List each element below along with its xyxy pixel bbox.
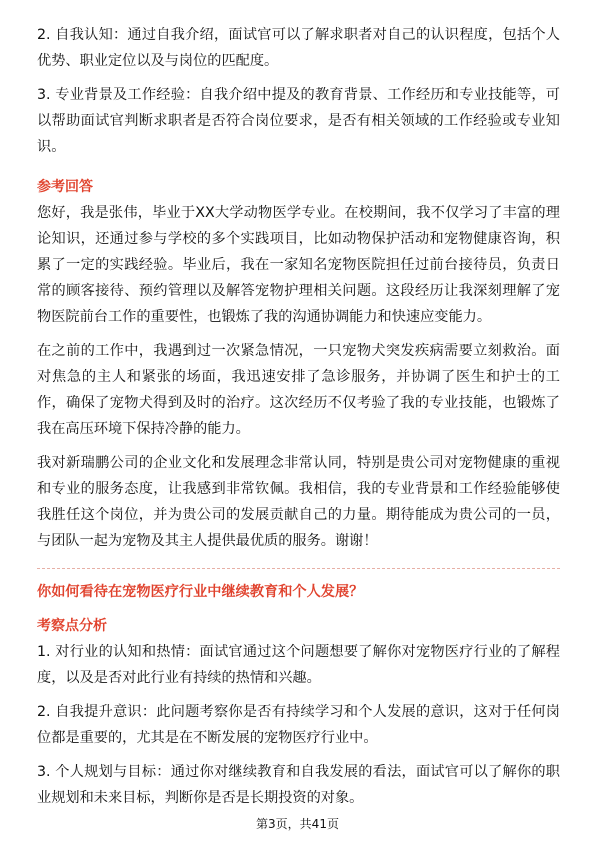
q2-analysis-item-1: 1. 对行业的认知和热情：面试官通过这个问题想要了解你对宠物医疗行业的了解程度，以及是否对此行业有持续的热情和兴趣。 [37, 644, 560, 686]
analysis-heading: 考察点分析 [37, 618, 107, 634]
analysis-item-3: 3. 专业背景及工作经验：自我介绍中提及的教育背景、工作经历和专业技能等，可以帮助面试官判断求职者是否符合岗位要求，是否有相关领域的工作经验或专业知识。 [37, 87, 560, 155]
section-divider [37, 568, 560, 569]
page-number: 第3页，共41页 [256, 817, 339, 831]
answer-paragraph-2: 在之前的工作中，我遇到过一次紧急情况，一只宠物犬突发疾病需要立刻救治。面对焦急的主人和紧张的场面，我迅速安排了急诊服务，并协调了医生和护士的工作，确保了宠物犬得到及时的治疗。这次经历不仅考验了我的专业技能，也锻炼了我在高压环境下保持冷静的能力。 [37, 343, 560, 437]
answer-paragraph-3: 我对新瑞鹏公司的企业文化和发展理念非常认同，特别是贵公司对宠物健康的重视和专业的服务态度，让我感到非常钦佩。我相信，我的专业背景和工作经验能够使我胜任这个岗位，并为贵公司的发展贡献自己的力量。期待能成为贵公司的一员，与团队一起为宠物及其主人提供最优质的服务。谢谢！ [37, 455, 560, 549]
q2-analysis-item-3: 3. 个人规划与目标：通过你对继续教育和自我发展的看法，面试官可以了解你的职业规划和未来目标，判断你是否是长期投资的对象。 [37, 764, 560, 806]
reference-answer-heading: 参考回答 [37, 179, 93, 195]
document-page [37, 22, 560, 811]
answer-paragraph-1: 您好，我是张伟，毕业于XX大学动物医学专业。在校期间，我不仅学习了丰富的理论知识，还通过参与学校的多个实践项目，比如动物保护活动和宠物健康咨询，积累了一定的实践经验。毕业后，我在一家知名宠物医院担任过前台接待员，负责日常的顾客接待、预约管理以及解答宠物护理相关问题。这段经历让我深刻理解了宠物医院前台工作的重要性，也锻炼了我的沟通协调能力和快速应变能力。 [37, 205, 560, 325]
question-title: 你如何看待在宠物医疗行业中继续教育和个人发展？ [37, 584, 364, 600]
analysis-item-2: 2. 自我认知：通过自我介绍，面试官可以了解求职者对自己的认识程度，包括个人优势、职业定位以及与岗位的匹配度。 [37, 27, 560, 69]
q2-analysis-item-2: 2. 自我提升意识：此问题考察你是否有持续学习和个人发展的意识，这对于任何岗位都是重要的，尤其是在不断发展的宠物医疗行业中。 [37, 704, 560, 746]
